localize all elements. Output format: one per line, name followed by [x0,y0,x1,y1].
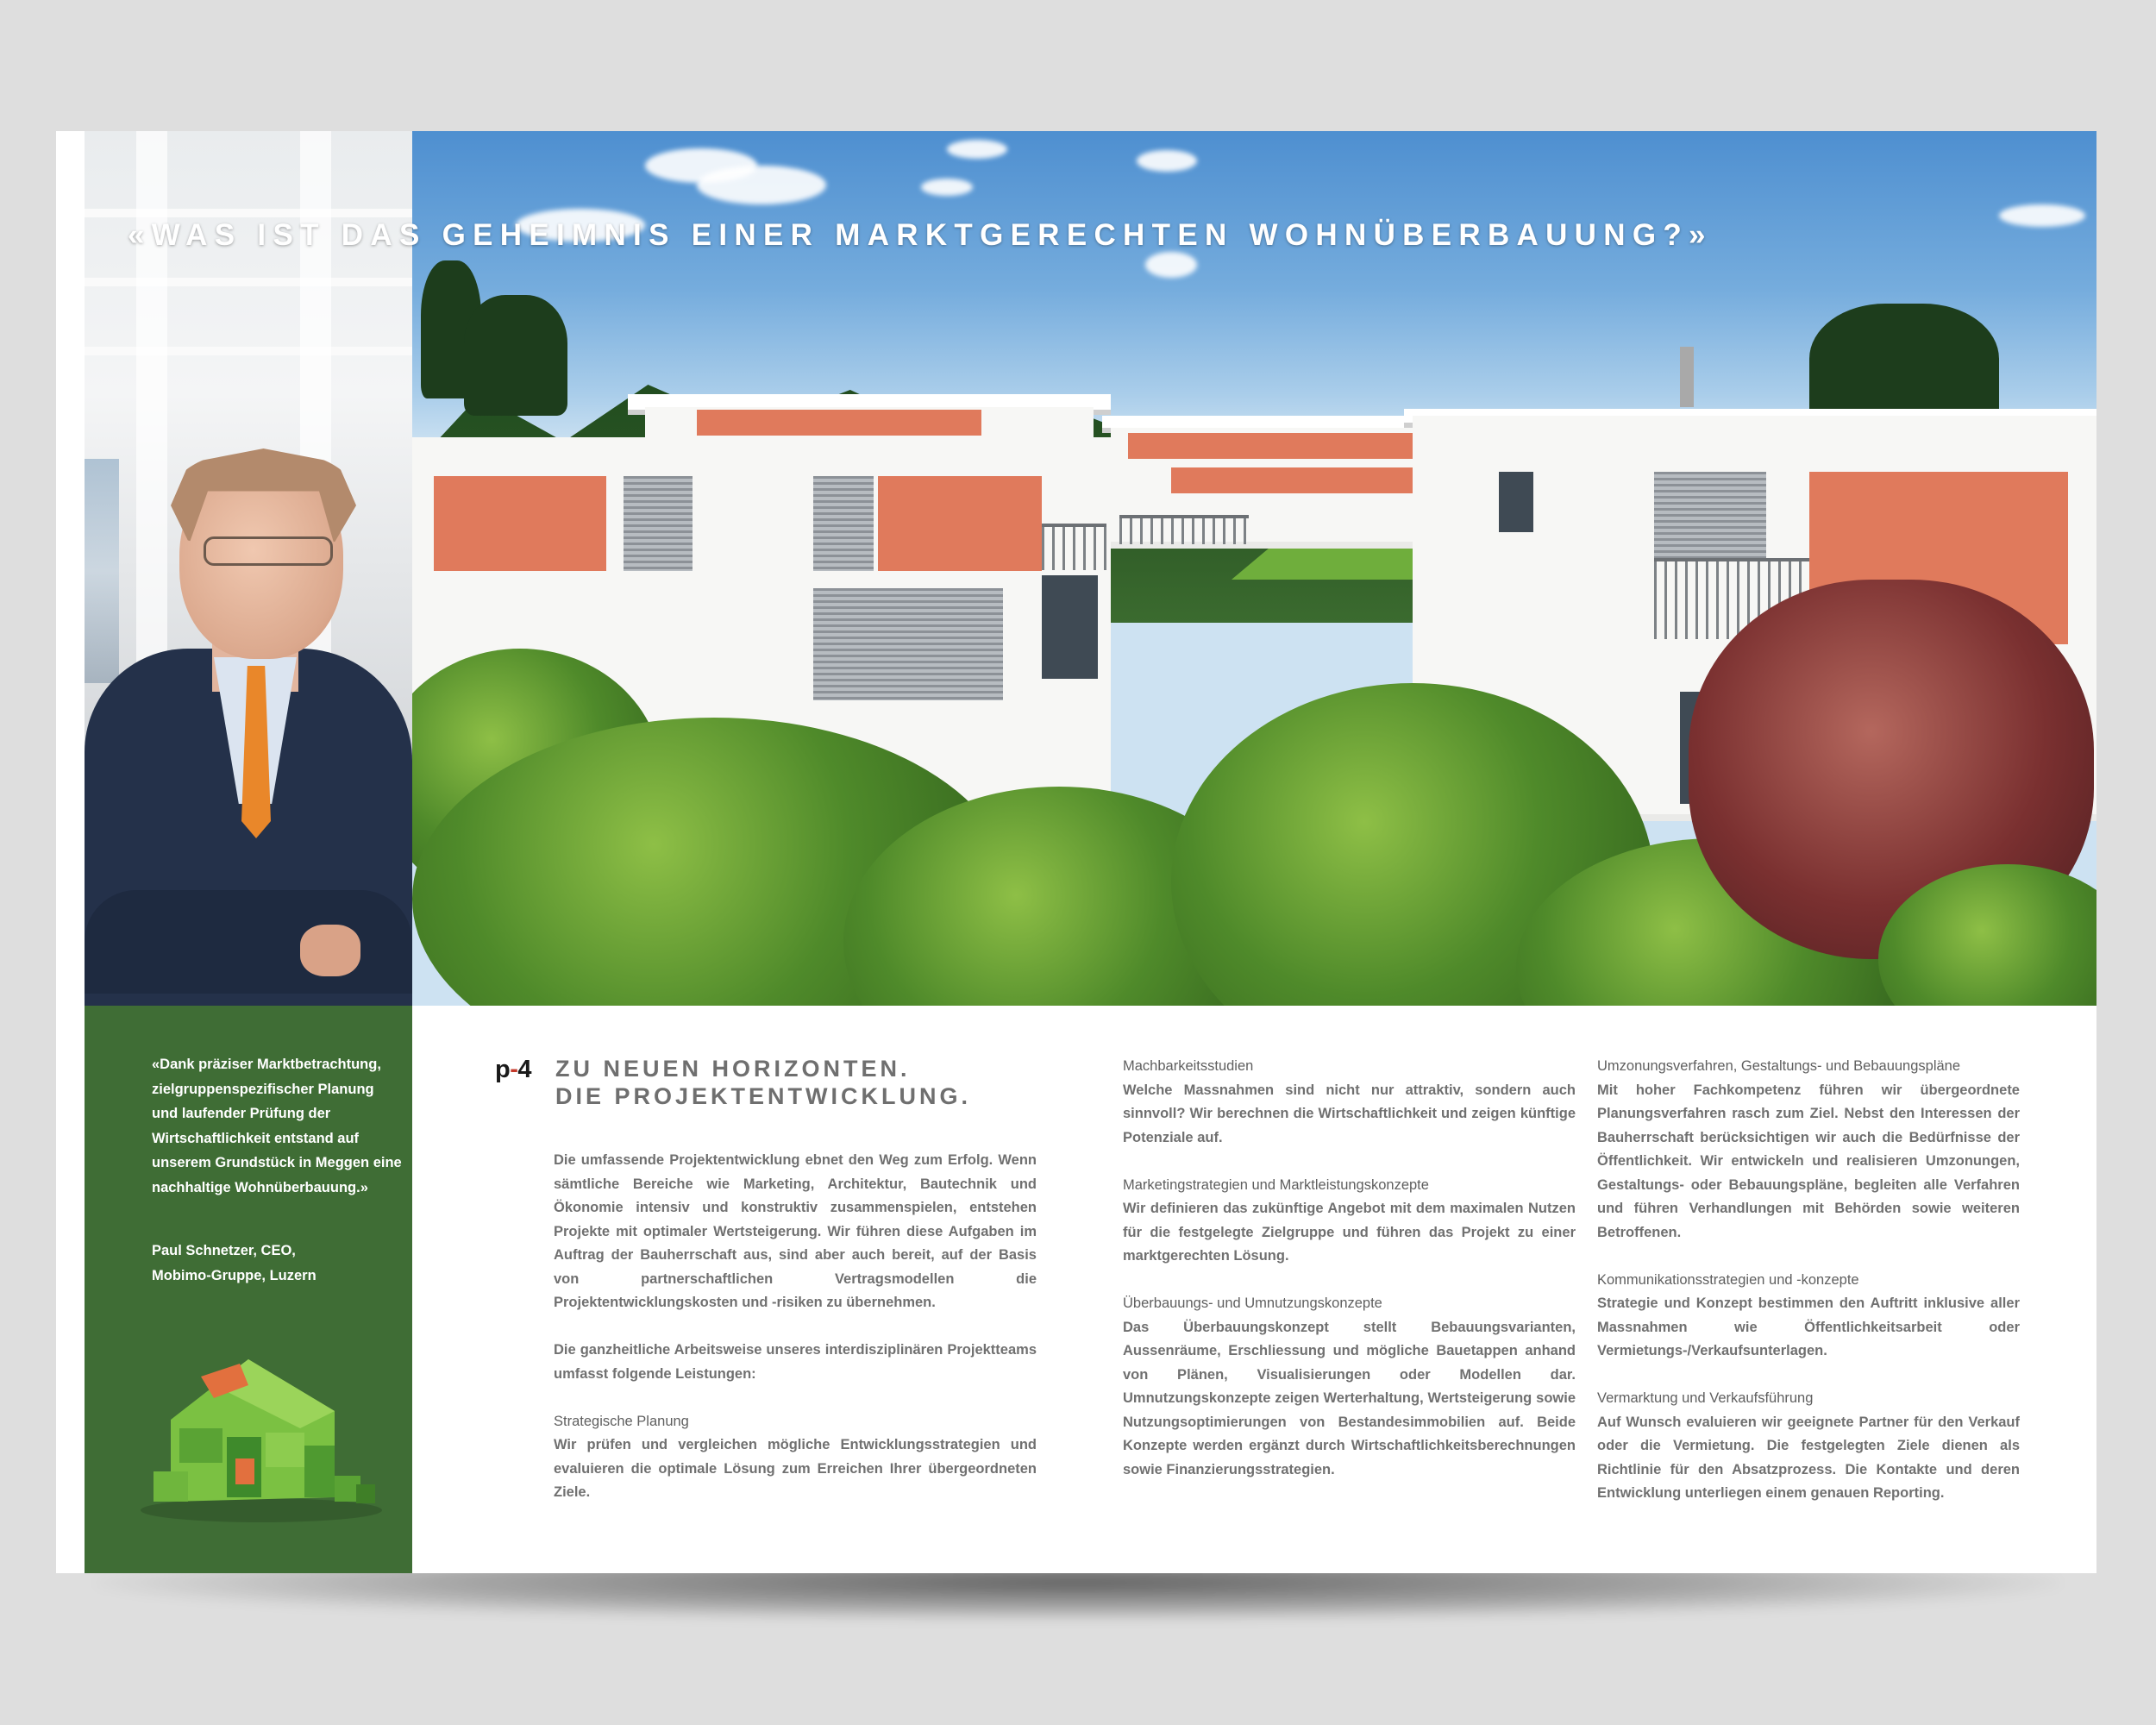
section-title: ZU NEUEN HORIZONTEN. DIE PROJEKTENTWICKLUNG. [555,1056,972,1109]
hero-photo-residential-buildings [412,131,2096,1006]
toy-block-house-icon [119,1325,395,1532]
ceo-quote: «Dank präziser Marktbetrachtung, zielgruppenspezifischer Planung und laufender Prüfung der Wirtschaftlichkeit entstand auf unserem Grundstück in Meggen eine nachhaltige Wohnüberbauung.» [152,1057,402,1195]
service-block: Marketingstrategien und Marktleistungskonzepte Wir definieren das zukünftige Angebot mit dem maximalen Nutzen für die festgelegte Zielgruppe und führen das Projekt zu einer marktgerechten Lösung. [1123,1176,1576,1264]
text-column-1 [554,1149,1037,1528]
intro-paragraph: Die umfassende Projektentwicklung ebnet den Weg zum Erfolg. Wenn sämtliche Bereiche wie Marketing, Architektur, Bautechnik und Ökonomie intensiv und konstruktiv zusammenspielen, entstehen Projekte mit optimaler Wertsteigerung. Wir führen diese Aufgaben im Auftrag der Bauherrschaft aus, sind aber auch bereit, auf der Basis von partnerschaftlichen Vertragsmodellen die Projektentwicklungskosten und -risiken zu übernehmen. [554,1152,1037,1310]
portrait-photo [85,131,412,1006]
service-block: Vermarktung und Verkaufsführung Auf Wunsch evaluieren wir geeignete Partner für den Verkauf oder die Vermietung. Die festgelegten Ziele dienen als Richtlinie für den Absatzprozess. Die Kontakte und deren Entwicklung unterliegen einem genauen Reporting. [1597,1390,2020,1501]
service-block: Umzonungsverfahren, Gestaltungs- und Bebauungspläne Mit hoher Fachkompetenz führen wir übergeordnete Planungsverfahren rasch zum Ziel. Nebst den Interessen der Bauherrschaft berücksichtigen wir auch die Bedürfnisse der Öffentlichkeit. Wir entwickeln und realisieren Umzonungen, Gestaltungs- oder Bebauungspläne, begleiten alle Verfahren und führen Verhandlungen mit Behörden sowie weiteren Betroffenen. [1597,1058,2020,1240]
service-block: Machbarkeitsstudien Welche Massnahmen sind nicht nur attraktiv, sondern auch sinnvoll? Wir berechnen die Wirtschaftlichkeit und zeigen künftige Potenziale auf. [1123,1058,1576,1145]
team-paragraph: Die ganzheitliche Arbeitsweise unseres interdisziplinären Projektteams umfasst folgende Leistungen: [554,1342,1037,1382]
service-block: Kommunikationsstrategien und -konzepte Strategie und Konzept bestimmen den Auftritt inklusive aller Massnahmen wie Öffentlichkeitsarbeit oder Vermietungs-/Verkaufsunterlagen. [1597,1271,2020,1358]
service-block: Überbauungs- und Umnutzungskonzepte Das Überbauungskonzept stellt Bebauungsvarianten, Aussenräume, Erschliessung und mögliche Bauetappen anhand von Plänen, Visualisierungen oder Modellen dar. Umnutzungskonzepte zeigen Werterhaltung, Wertsteigerung sowie Nutzungsoptimierungen von Bestandesimmobilien auf. Beide Konzepte werden ergänzt durch Wirtschaftlichkeitsberechnungen sowie Finanzierungsstrategien. [1123,1295,1576,1477]
quote-author [152,1239,402,1288]
author-name-role: Paul Schnetzer, CEO, [152,1243,296,1258]
headline-question: «WAS IST DAS GEHEIMNIS EINER MARKTGERECHTEN WOHNÜBERBAUUNG?» [128,218,1713,252]
quote-panel [85,1006,412,1573]
text-column-3 [1597,1055,2020,1529]
page-number: p-4 [495,1056,532,1083]
author-company: Mobimo-Gruppe, Luzern [152,1267,317,1283]
service-block: Strategische Planung Wir prüfen und vergleichen mögliche Entwicklungsstrategien und evaluieren die optimale Lösung zum Erreichen Ihrer übergeordneten Ziele. [554,1413,1037,1500]
text-column-2 [1123,1055,1576,1506]
